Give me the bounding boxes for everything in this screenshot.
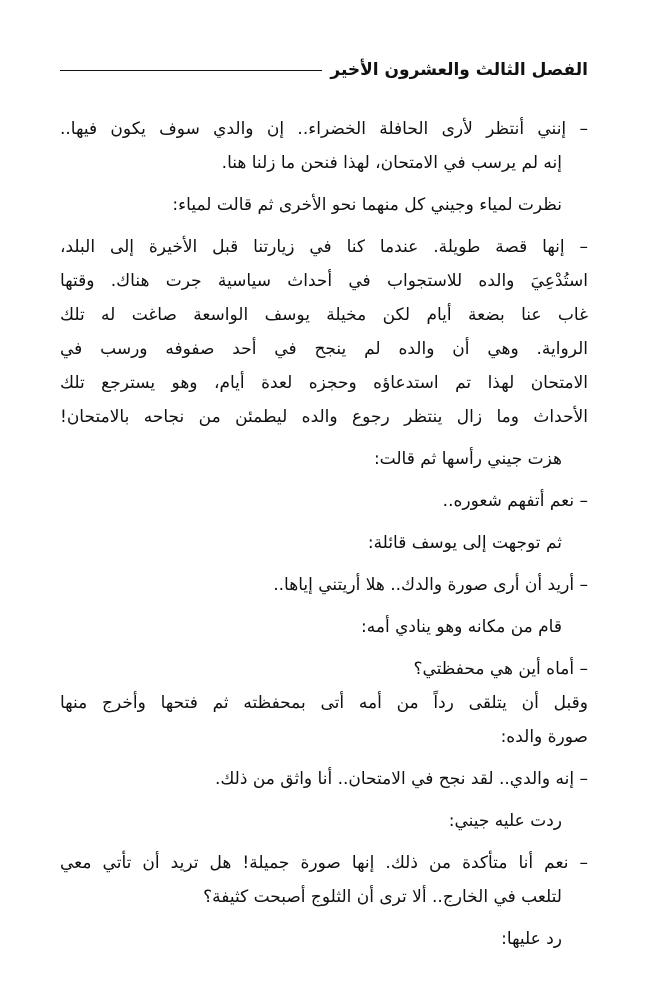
text-line: إنه لم يرسب في الامتحان، لهذا فنحن ما زلنا هنا. [221,153,562,173]
text-line: – إنه والدي.. لقد نجح في الامتحان.. أنا واثق من ذلك. [214,769,588,789]
text-line: ردت عليه جيني: [448,811,562,831]
page-body [60,112,588,956]
text-line: – أماه أين هي محفظتي؟ [413,659,588,679]
text-line: – أريد أن أرى صورة والدك.. هلا أريتني إياها.. [273,575,588,595]
text-line: ثم توجهت إلى يوسف قائلة: [367,533,562,553]
text-line: رد عليها: [501,929,562,949]
page-header [60,55,588,85]
text-line: لتلعب في الخارج.. ألا ترى أن الثلوج أصبحت كثيفة؟ [203,887,562,907]
text-line: الرواية. وهي أن والده لم ينجح في أحد صفوفه ورسب في [60,339,588,359]
text-line: صورة والده: [500,727,588,747]
chapter-title: الفصل الثالث والعشرون الأخير [330,60,588,80]
text-line: – إنني أنتظر لأرى الحافلة الخضراء.. إن والدي سوف يكون فيها.. [60,119,588,139]
text-line: – إنها قصة طويلة. عندما كنا في زيارتنا قبل الأخيرة إلى البلد، [60,237,588,257]
text-line: استُدْعِيَ والده للاستجواب في أحداث سياسية جرت هناك. وقتها [60,271,588,291]
text-line: وقبل أن يتلقى رداً من أمه أتى بمحفظته ثم فتحها وأخرج منها [60,693,588,713]
text-line: نظرت لمياء وجيني كل منهما نحو الأخرى ثم قالت لمياء: [172,195,562,215]
text-line: هزت جيني رأسها ثم قالت: [373,449,562,469]
header-rule [60,70,322,71]
text-line: الأحداث وما زال ينتظر رجوع والده ليطمئن من نجاحه بالامتحان! [60,407,588,427]
text-line: – نعم أنا متأكدة من ذلك. إنها صورة جميلة! هل تريد أن تأتي معي [60,853,588,873]
text-line: غاب عنا بضعة أيام لكن مخيلة يوسف الواسعة صاغت له تلك [60,305,588,325]
text-line: – نعم أتفهم شعوره.. [442,491,588,511]
text-line: الامتحان لهذا تم استدعاؤه وحجزه لعدة أيام، وهو يسترجع تلك [60,373,588,393]
text-line: قام من مكانه وهو ينادي أمه: [361,617,562,637]
